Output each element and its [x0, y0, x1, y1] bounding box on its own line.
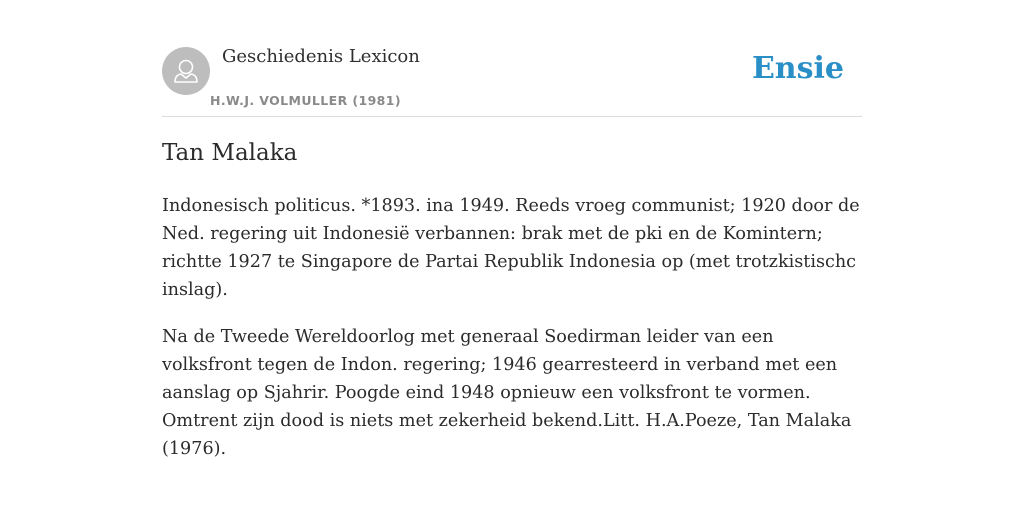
article-title: Tan Malaka	[162, 140, 298, 166]
article-body	[162, 192, 862, 482]
page-container	[162, 0, 862, 512]
user-avatar-icon[interactable]	[162, 47, 210, 95]
article-header	[162, 0, 862, 117]
article-paragraph: Indonesisch politicus. *1893. ina 1949. Reeds vroeg communist; 1920 door de Ned. regering uit Indonesië verbannen: brak met de pki en de Komintern; richtte 1927 te Singapore de Partai Republik Indonesia op (met trotzkistischc inslag).	[162, 196, 860, 300]
author-link[interactable]: H.W.J. VOLMULLER (1981)	[210, 93, 401, 108]
lexicon-name-link[interactable]: Geschiedenis Lexicon	[222, 46, 420, 67]
ensie-logo[interactable]: Ensie	[751, 51, 844, 86]
article-paragraph: Na de Tweede Wereldoorlog met generaal Soedirman leider van een volksfront tegen de Indon. regering; 1946 gearresteerd in verband met een aanslag op Sjahrir. Poogde eind 1948 opnieuw een volksfront te vormen. Omtrent zijn dood is niets met zekerheid bekend.Litt. H.A.Poeze, Tan Malaka (1976).	[162, 327, 852, 459]
